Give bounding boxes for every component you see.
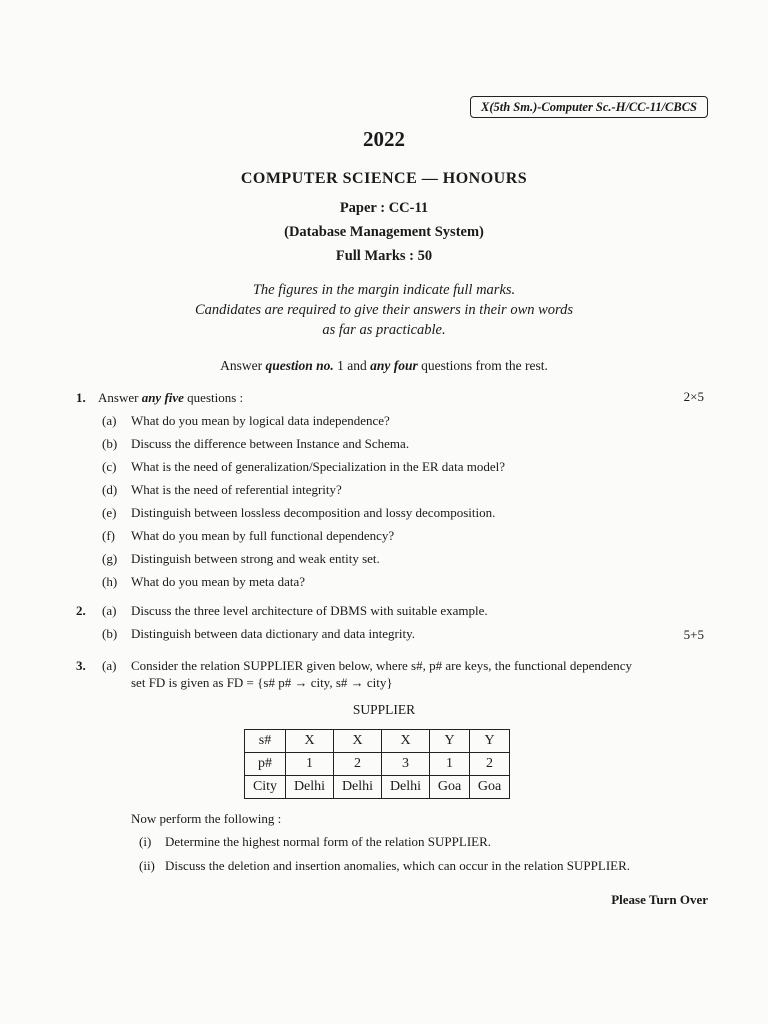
supplier-cell: X (382, 730, 430, 753)
answer-suffix: questions from the rest. (417, 358, 548, 373)
q1-item-text: Distinguish between strong and weak entity set. (131, 551, 380, 566)
instruction-line-2: Candidates are required to give their answers in their own words (194, 302, 574, 318)
course-name: (Database Management System) (284, 224, 484, 240)
supplier-cell: 2 (470, 753, 510, 776)
question-1-prompt (98, 390, 243, 406)
question-1-number: 1. (76, 390, 86, 405)
q1-item-text: What do you mean by full functional dependency? (131, 528, 395, 543)
supplier-cell: X (286, 730, 334, 753)
supplier-table-title: SUPPLIER (352, 702, 416, 717)
q1-item-label: (a) (102, 413, 117, 428)
instruction-line-3: as far as practicable. (322, 322, 446, 338)
subject-title: COMPUTER SCIENCE — HONOURS (240, 170, 528, 187)
q2-a-text: Discuss the three level architecture of DBMS with suitable example. (131, 603, 488, 618)
answer-mid: 1 and (333, 358, 371, 373)
answer-prefix: Answer (220, 358, 266, 373)
supplier-cell: Delhi (382, 776, 430, 799)
q1-item-text: What do you mean by logical data independence? (131, 413, 390, 428)
supplier-cell: Goa (470, 776, 510, 799)
full-marks: Full Marks : 50 (335, 248, 433, 264)
q1-item-label: (h) (102, 574, 118, 589)
q3-i-label: (i) (139, 834, 152, 849)
q1-any-five: any five (141, 390, 184, 405)
exam-year: 2022 (363, 127, 405, 151)
supplier-cell: 1 (286, 753, 334, 776)
q2-b-label: (b) (102, 626, 118, 641)
supplier-cell: 2 (334, 753, 382, 776)
supplier-row-header: p# (245, 753, 286, 776)
q3-follow-text: Now perform the following : (131, 811, 282, 826)
please-turn-over: Please Turn Over (611, 892, 708, 907)
q3-a-line-2: set FD is given as FD = {s# p# → city, s# → city} (131, 675, 393, 690)
q1-prefix: Answer (98, 390, 142, 405)
supplier-cell: X (334, 730, 382, 753)
answer-any-four: any four (370, 358, 418, 373)
q1-item-text: What do you mean by meta data? (131, 574, 305, 589)
supplier-cell: 1 (430, 753, 470, 776)
q2-b-text: Distinguish between data dictionary and data integrity. (131, 626, 415, 641)
supplier-table-row (245, 776, 510, 799)
q3-a-label: (a) (102, 658, 117, 673)
paper-code-box: X(5th Sm.)-Computer Sc.-H/CC-11/CBCS (470, 96, 708, 118)
answer-instruction (0, 358, 768, 374)
q2-a-label: (a) (102, 603, 117, 618)
answer-question-no: question no. (265, 358, 334, 373)
supplier-table (244, 729, 510, 799)
q1-item-text: Discuss the difference between Instance and Schema. (131, 436, 410, 451)
paper-number: Paper : CC-11 (339, 200, 429, 216)
q1-item-label: (e) (102, 505, 117, 520)
q1-item-label: (b) (102, 436, 118, 451)
q1-item-label: (f) (102, 528, 115, 543)
question-2-number: 2. (76, 603, 86, 618)
q1-item-text: What is the need of generalization/Specialization in the ER data model? (131, 459, 505, 474)
q1-item-text: What is the need of referential integrity? (131, 482, 342, 497)
supplier-table-row (245, 753, 510, 776)
supplier-cell: Goa (430, 776, 470, 799)
supplier-row-header: s# (245, 730, 286, 753)
supplier-row-header: City (245, 776, 286, 799)
q3-a-line-1: Consider the relation SUPPLIER given below, where s#, p# are keys, the functional dependency (131, 658, 632, 673)
q3-ii-label: (ii) (139, 858, 155, 873)
supplier-cell: Y (470, 730, 510, 753)
q1-item-text: Distinguish between lossless decomposition and lossy decomposition. (131, 505, 496, 520)
question-2-marks: 5+5 (683, 627, 704, 642)
question-3-number: 3. (76, 658, 86, 673)
instruction-line-1: The figures in the margin indicate full marks. (252, 282, 516, 298)
supplier-table-row (245, 730, 510, 753)
q3-ii-text: Discuss the deletion and insertion anomalies, which can occur in the relation SUPPLIER. (165, 858, 631, 873)
q1-suffix: questions : (183, 390, 244, 405)
q1-item-label: (g) (102, 551, 118, 566)
supplier-cell: Delhi (286, 776, 334, 799)
question-1-marks: 2×5 (683, 389, 704, 404)
q1-item-label: (c) (102, 459, 117, 474)
q1-item-label: (d) (102, 482, 118, 497)
supplier-cell: 3 (382, 753, 430, 776)
supplier-cell: Y (430, 730, 470, 753)
supplier-cell: Delhi (334, 776, 382, 799)
q3-i-text: Determine the highest normal form of the relation SUPPLIER. (165, 834, 492, 849)
